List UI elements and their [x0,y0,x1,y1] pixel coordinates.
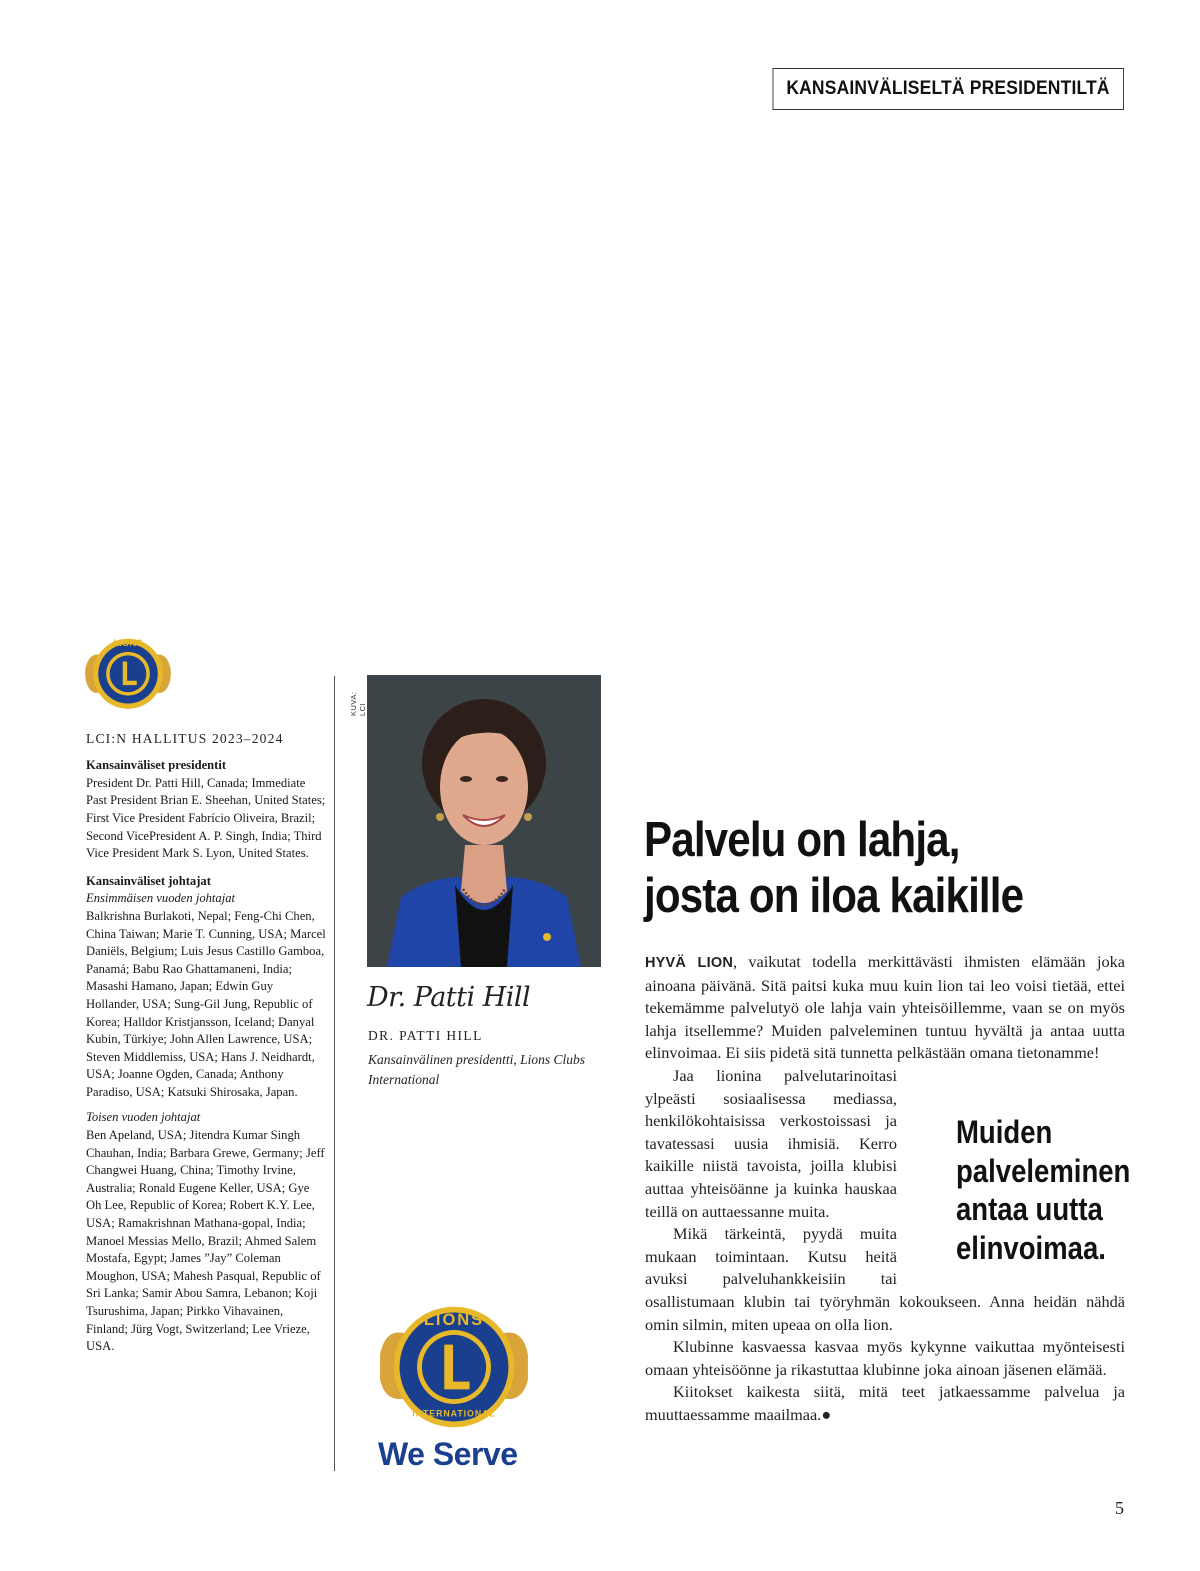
paragraph [645,951,1125,1065]
lead-in: HYVÄ LION [645,955,733,971]
page-number: 5 [1115,1498,1124,1518]
article-headline [644,812,1057,924]
headline-line-1: Palvelu on lahja, [644,813,960,867]
board-listing [86,630,326,1356]
group-subheading: Ensimmäisen vuoden johtajat [86,891,236,906]
paragraph: Kiitokset kaikesta siitä, mitä teet jatkaessamme palvelua ja muuttaessamme maailmaa.● [645,1382,1125,1424]
logo-bottom-text: INTERNATIONAL [412,1408,496,1419]
group-text: Ben Apeland, USA; Jitendra Kumar Singh Chauhan, India; Barbara Grewe, Germany; Jeff Changwei Huang, China; Timothy Irvine, Australia; Ronald Eugene Keller, USA; Gye Oh Lee, Republic of Korea; Robert K.Y. Lee, USA; Ramakrishnan Mathana-gopal, India; Manoel Messias Mello, Brazil; Ahmed Salem Mostafa, Egypt; James ”Jay” Coleman Moughon, USA; Mahesh Pasqual, Republic of Sri Lanka; Samir Abou Samra, Lebanon; Koji Tsurushima, Japan; Pirkko Vihavainen, Finland; Jürg Vogt, Switzerland; Lee Vrieze, USA. [86,1128,325,1354]
president-role: Kansainvälinen presidentti, Lions Clubs International [368,1052,586,1087]
logo-ring-text: LIONS [423,1310,485,1330]
group-heading: Kansainväliset presidentit [86,758,227,773]
group-subheading: Toisen vuoden johtajat [86,1110,201,1125]
section-tag: KANSAINVÄLISELTÄ PRESIDENTILTÄ [773,68,1124,110]
group-text: President Dr. Patti Hill, Canada; Immediate Past President Brian E. Sheehan, United States; First Vice President Fabrício Oliveira, Brazil; Second VicePresident A. P. Singh, India; Third Vice President Mark S. Lyon, United States. [86,775,326,861]
president-portrait [367,675,601,967]
group-text: Balkrishna Burlakoti, Nepal; Feng-Chi Chen, China Taiwan; Marie T. Cunning, USA; Marcel Daniëls, Belgium; Luis Jesus Castillo Gamboa, Panamá; Babu Rao Ghattamaneni, India; Masashi Hamano, Japan; Edwin Guy Hollander, USA; Sung-Gil Jung, Republic of Korea; Halldor Kristjansson, Iceland; Danyal Kubin, Türkiye; John Allen Lawrence, USA; Steven Middlemiss, USA; Hans J. Neidhardt, USA; Joanne Ogden, Canada; Anthony Paradiso, USA; Katsuki Shirosaka, Japan. [86,908,326,1099]
headline-line-2: josta on iloa kaikille [644,869,1024,923]
photo-credit: KUVA: LCI [349,691,367,716]
paragraph: Jaa lionina palvelutarinoitasi ylpeästi sosiaalisessa mediassa, henkilökohtaisissa verkostoissasi ja tavatessasi uusia ihmisiä. Kerro kaikille niistä tavoista, joilla klubisi auttaa yhteisöänne ja kuinka hauskaa teillä on auttaessanne muita. [645,1065,897,1221]
column-divider [334,676,335,1471]
signature: Dr. Patti Hill [367,982,531,1013]
slogan: We Serve [378,1436,518,1472]
paragraph: Klubinne kasvaessa kasvaa myös kykynne vaikuttaa myönteisesti omaan yhteisöönne ja rikastuttaa klubinne joka ainoan jäsenen elämää. [645,1337,1125,1379]
paragraph: Mikä tärkeintä, pyydä muita mukaan toimintaan. Kutsu heitä avuksi palveluhankkeisiin tai osallistumaan klubin tai työryhmän kokoukseen. Anna heidän nähdä omin silmin, miten upeaa on olla lion. [645,1224,1125,1334]
lions-logo-small [84,630,172,714]
lions-logo [376,1296,532,1438]
paragraph-text: , vaikutat todella merkittävästi ihmisten elämään joka ainoana päivänä. Sitä paitsi kuka muu kuin lion tai leo voisi tietää, ettei tekemämme palvelutyö ole lahja vain yhteisöillemme, vaan se on myös lahja itsellemme? Muiden palveleminen tuntuu hyvältä ja antaa uutta elinvoimaa. Ei siis pidetä sitä tunnetta pelkästään omana tietonamme! [645,952,1126,1063]
president-name: DR. PATTI HILL [368,1028,483,1043]
pull-quote: Muiden palveleminen antaa uutta elinvoimaa. [956,1114,1131,1266]
board-title: LCI:N HALLITUS 2023–2024 [86,730,284,746]
svg-text:LIONS: LIONS [113,637,143,649]
group-heading: Kansainväliset johtajat [86,873,211,888]
